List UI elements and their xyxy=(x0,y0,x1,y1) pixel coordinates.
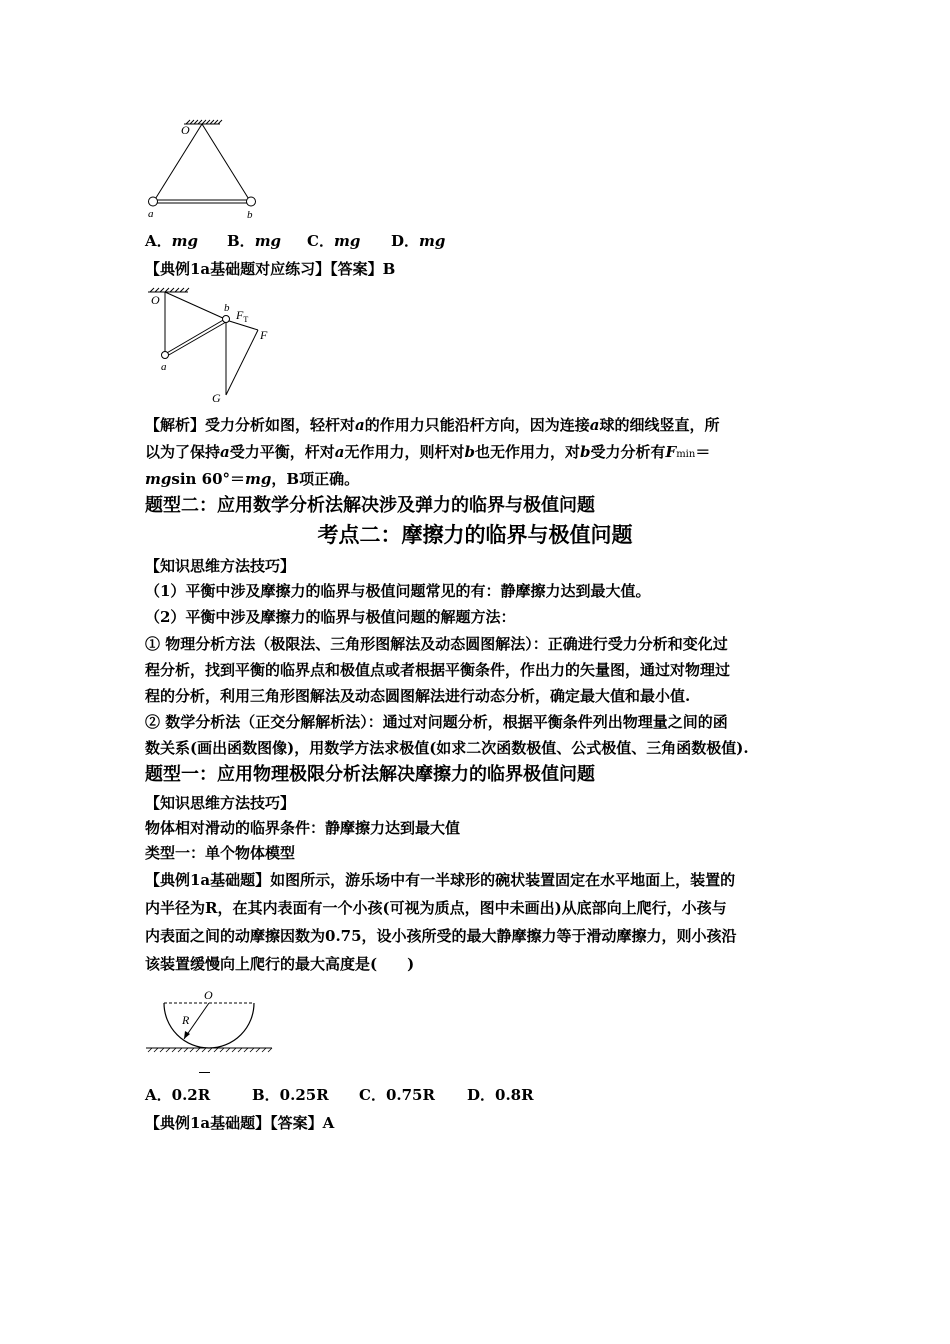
label-r: R xyxy=(182,1013,190,1027)
analysis-line-2: 以为了保持a受力平衡，杆对a无作用力，则杆对b也无作用力，对b受力分析有Fmin＝ xyxy=(145,443,711,461)
label-a: a xyxy=(161,361,167,373)
ceiling-hatch xyxy=(184,120,222,124)
skills-line-4: 程分析，找到平衡的临界点和极值点或者根据平衡条件，作出力的矢量图，通过对物理过 xyxy=(145,661,731,679)
ball-a xyxy=(149,197,158,206)
analysis-line-3: mgsin 60°＝mg，B项正确。 xyxy=(145,470,360,488)
option-b[interactable]: B．0.25R xyxy=(252,1086,329,1104)
ball-a xyxy=(162,352,169,359)
skills-line-2: （2）平衡中涉及摩擦力的临界与极值问题的解题方法： xyxy=(145,608,516,626)
option-a[interactable]: A．mg xyxy=(145,232,199,250)
skills2-heading: 【知识思维方法技巧】 xyxy=(145,794,296,812)
figure-force-analysis xyxy=(140,283,280,408)
option-d[interactable]: D．0.8R xyxy=(467,1086,534,1104)
option-a[interactable]: A．0.2R xyxy=(145,1086,211,1104)
string-ob xyxy=(202,124,250,201)
example2-answer: 【典例1a基础题】【答案】A xyxy=(145,1114,335,1132)
example-line-3: 内表面之间的动摩擦因数为0.75，设小孩所受的最大静摩擦力等于滑动摩擦力，则小孩沿 xyxy=(145,927,737,945)
label-o: O xyxy=(204,988,213,1002)
skills-line-1: （1）平衡中涉及摩擦力的临界与极值问题常见的有：静摩擦力达到最大值。 xyxy=(145,582,651,600)
skills2-text: 物体相对滑动的临界条件：静摩擦力达到最大值 xyxy=(145,819,461,837)
option-b[interactable]: B．mg xyxy=(227,232,282,250)
question1-options xyxy=(145,229,445,253)
example-line-4: 该装置缓慢向上爬行的最大高度是( ) xyxy=(145,955,415,973)
bowl-arc xyxy=(164,1003,254,1048)
analysis-line-1: 【解析】受力分析如图，轻杆对a的作用力只能沿杆方向，因为连接a球的细线竖直，所 xyxy=(145,416,720,434)
example-line-1: 【典例1a基础题】如图所示，游乐场中有一半球形的碗状装置固定在水平地面上，装置的 xyxy=(145,871,736,889)
example1-answer-heading: 【典例1a基础题对应练习】【答案】B xyxy=(145,260,396,278)
question2-options xyxy=(145,1083,534,1107)
label-b: b xyxy=(224,302,230,314)
label-b: b xyxy=(247,209,253,221)
skills-line-3: ① 物理分析方法（极限法、三角形图解法及动态圆图解法）：正确进行受力分析和变化过 xyxy=(145,635,728,653)
label-a: a xyxy=(148,208,154,220)
type2-heading: 题型二：应用数学分析法解决涉及弹力的临界与极值问题 xyxy=(145,495,595,516)
example-line-2: 内半径为R，在其内表面有一个小孩(可视为质点，图中未画出)从底部向上爬行，小孩与 xyxy=(145,899,727,917)
label-ft: $F_T$ xyxy=(236,308,249,324)
figure-hemisphere-bowl xyxy=(142,986,277,1056)
option-c[interactable]: C．mg xyxy=(307,232,361,250)
type1-heading: 题型一：应用物理极限分析法解决摩擦力的临界极值问题 xyxy=(145,764,595,785)
skills-line-7: 数关系(画出函数图像)，用数学方法求极值(如求二次函数极值、公式极值、三角函数极值). xyxy=(145,739,749,757)
skills-line-6: ② 数学分析法（正交分解解析法）：通过对问题分析，根据平衡条件列出物理量之间的函 xyxy=(145,713,728,731)
ball-b xyxy=(223,316,230,323)
ball-b xyxy=(247,197,256,206)
label-f: F xyxy=(260,328,268,342)
figure-triangle-suspension xyxy=(140,117,270,225)
blank-underline xyxy=(199,1072,210,1073)
gravity-vector xyxy=(226,330,258,395)
string-oa xyxy=(154,124,202,201)
option-c[interactable]: C．0.75R xyxy=(359,1086,435,1104)
skills-heading: 【知识思维方法技巧】 xyxy=(145,557,296,575)
model-heading: 类型一：单个物体模型 xyxy=(145,844,296,862)
option-d[interactable]: D．mg xyxy=(391,232,446,250)
string-ob xyxy=(165,292,225,319)
section2-title: 考点二：摩擦力的临界与极值问题 xyxy=(317,523,633,547)
label-o: O xyxy=(151,293,160,307)
rod-ab xyxy=(165,319,225,354)
label-o: O xyxy=(181,123,190,137)
skills-line-5: 程的分析，利用三角形图解法及动态圆图解法进行动态分析，确定最大值和最小值. xyxy=(145,687,691,705)
label-g: G xyxy=(212,391,221,405)
